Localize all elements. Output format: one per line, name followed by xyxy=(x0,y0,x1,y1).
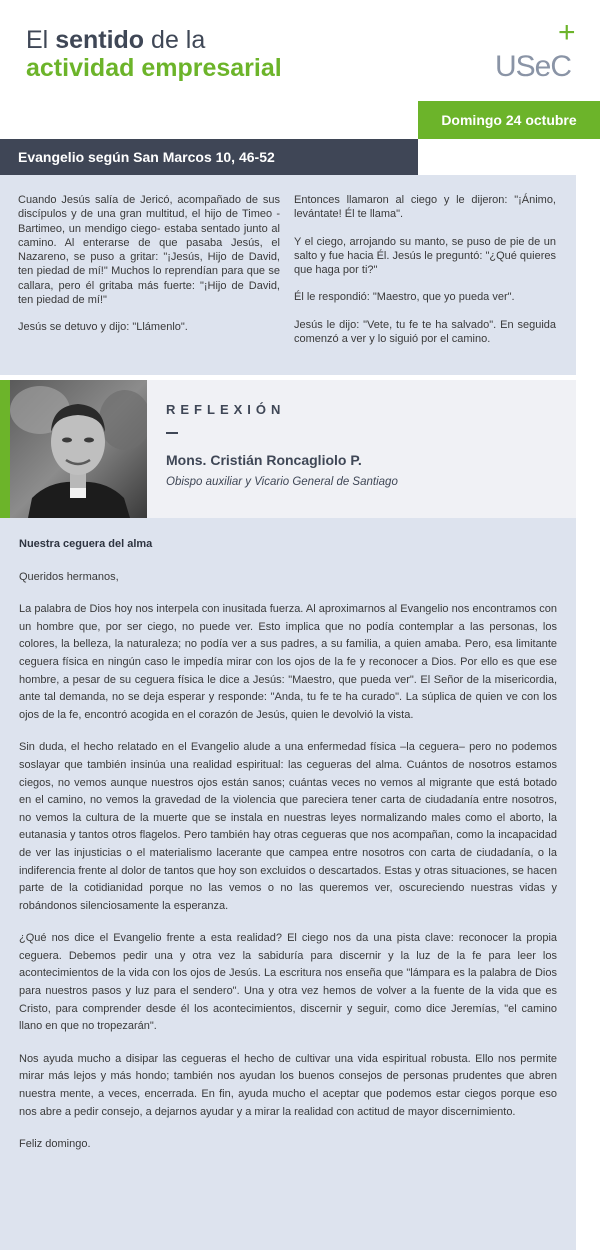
gospel-paragraph: Y el ciego, arrojando su manto, se puso de pie de un salto y fue hacia Él. Jesús le preguntó: "¿Qué quieres que haga por ti?" xyxy=(294,235,556,277)
gospel-box xyxy=(0,175,576,375)
date-banner xyxy=(418,101,600,139)
body-paragraph: ¿Qué nos dice el Evangelio frente a esta realidad? El ciego nos da una pista clave: reconocer la propia ceguera. Debemos pedir una y otra vez la sabiduría para discernir y la luz de la fe para leer los acontecimientos de la vida con los ojos de Jesús. La escritura nos enseña que "lámpara es la palabra de Dios para nuestros pasos y luz para el sendero". Una y otra vez hemos de volver a la fuente de la vida que es Cristo, para comprender desde él los acontecimientos, discernir y seguir, como dice Jeremías, "el camino llano en que no tropezarán". xyxy=(19,932,557,1033)
logo-text: USeC xyxy=(495,50,572,83)
closing: Feliz domingo. xyxy=(19,1138,91,1151)
author-role: Obispo auxiliar y Vicario General de Santiago xyxy=(166,476,398,488)
green-accent-strip xyxy=(0,380,10,518)
author-name: Mons. Cristián Roncagliolo P. xyxy=(166,452,362,468)
gospel-paragraph: Él le respondió: "Maestro, que yo pueda ver". xyxy=(294,291,515,304)
greeting: Queridos hermanos, xyxy=(19,570,119,583)
date-text: Domingo 24 octubre xyxy=(441,112,577,128)
reflection-label: REFLEXIÓN xyxy=(166,402,286,417)
logo-plus-icon: + xyxy=(558,20,576,49)
gospel-heading: Evangelio según San Marcos 10, 46-52 xyxy=(18,149,275,165)
title-text: El xyxy=(26,26,56,54)
title-line-1 xyxy=(26,26,282,54)
gospel-paragraph: Jesús se detuvo y dijo: "Llámenlo". xyxy=(18,321,188,334)
title-bold-text: sentido xyxy=(55,26,145,54)
gospel-column-left xyxy=(18,193,280,348)
body-paragraph: Nos ayuda mucho a disipar las cegueras el hecho de cultivar una vida espiritual robusta. Ello nos permite mirar más lejos y más hondo; también nos ayudan los buenos consejos de personas prudentes que abren nuestra mente, a veces, encerrada. En fin, ayuda mucho el aceptar que podemos estar ciegos porque eso nos abre a pedir consejo, a dejarnos ayudar y a mirar la realidad con actitud de mayor discernimiento. xyxy=(19,1052,557,1118)
reflection-body xyxy=(19,536,557,1169)
page-title xyxy=(26,26,282,82)
reflection-subtitle: Nuestra ceguera del alma xyxy=(19,538,153,550)
reflection-dash xyxy=(166,432,178,434)
title-text-end: de la xyxy=(144,26,206,54)
body-paragraph: La palabra de Dios hoy nos interpela con inusitada fuerza. Al aproximarnos al Evangelio nos encontramos con un hombre que, por ser ciego, no puede ver. Esto implica que no podía contemplar a las personas, los colores, la belleza, la naturaleza; no podía ver a sus padres, a su familia, a quien amaba. Pero, esa limitante ceguera física en ningún caso le impedía mirar con los ojos de la fe y reconocer a Dios. Por ello es que ese hombre, a pesar de su ceguera física le dice a Jesús: "Maestro, que pueda ver". El Señor de la misericordia, ante tal demanda, no se deja esperar y responde: "Anda, tu fe te ha curado". La súplica de quien ve con los ojos de la fe, encontró acogida en el corazón de Jesús, quien le devolvió la vista. xyxy=(19,603,557,721)
gospel-column-right xyxy=(294,193,556,359)
reflection-body-box xyxy=(0,518,576,1250)
body-paragraph: Sin duda, el hecho relatado en el Evangelio alude a una enfermedad física –la ceguera– pero no podemos soslayar que también insinúa una realidad espiritual: las cegueras del alma. Cuántos de nosotros estamos ciegos, no vemos aunque nuestros ojos están sanos; cuántas veces no vemos al migrante que está botado en el camino, no vemos la gravedad de la violencia que pareciera tener carta de ciudadanía entre nosotros, no vemos la cultura de la muerte que se instala en nuestras leyes normalizando males como el aborto, la eutanasia y tantos otros flagelos. Pero también hay otras cegueras que nos acompañan, como la incapacidad de ver las injusticias o el materialismo lacerante que campea entre nosotros con carta de ciudadanía, o la indiferencia frente al dolor de tantos que hoy son excluidos o descartados. Estas y otras situaciones, se hacen parte de la cotidianidad porque no las vemos o no las queremos ver, oscureciendo nuestras vidas y robándonos silenciosamente la esperanza. xyxy=(19,741,557,912)
title-line-2: actividad empresarial xyxy=(26,54,282,82)
gospel-paragraph: Entonces llamaron al ciego y le dijeron: "¡Ánimo, levántate! Él te llama". xyxy=(294,194,556,221)
author-photo xyxy=(10,380,147,518)
gospel-paragraph: Jesús le dijo: "Vete, tu fe te ha salvado". En seguida comenzó a ver y lo siguió por el camino. xyxy=(294,318,556,346)
gospel-heading-bar xyxy=(0,139,418,175)
gospel-paragraph: Cuando Jesús salía de Jericó, acompañado de sus discípulos y de una gran multitud, el hijo de Timeo -Bartimeo, un mendigo ciego- estaba sentado junto al camino. Al enterarse de que pasaba Jesús, el Nazareno, se puso a gritar: "¡Jesús, Hijo de David, ten piedad de mí!" Muchos lo reprendían para que se callara, pero él gritaba más fuerte: "¡Hijo de David, ten piedad de mí!" xyxy=(18,194,280,307)
usec-logo xyxy=(493,20,583,86)
